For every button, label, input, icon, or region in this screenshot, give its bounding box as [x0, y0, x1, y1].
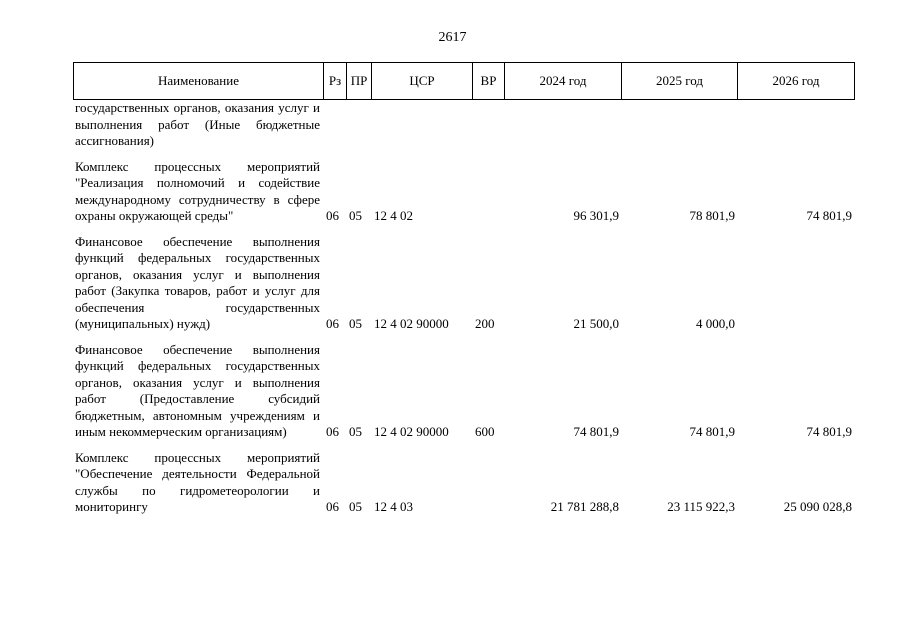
table-row [73, 100, 854, 150]
table-row [73, 225, 854, 333]
row-2024: 21 781 288,8 [550, 499, 619, 514]
row-2024: 96 301,9 [573, 208, 619, 223]
page-number: 2617 [438, 30, 467, 45]
row-2026 [737, 225, 854, 333]
table-row [73, 150, 854, 225]
row-pr: 05 [349, 316, 362, 331]
column-header-vr: ВР [473, 63, 505, 100]
column-header-2025: 2025 год [622, 63, 738, 100]
column-header-rz: Рз [324, 63, 347, 100]
row-2026: 25 090 028,8 [783, 499, 852, 514]
column-header-2026: 2026 год [738, 63, 855, 100]
row-pr: 05 [349, 499, 362, 514]
table-row [73, 441, 854, 516]
column-header-name: Наименование [74, 63, 324, 100]
row-rz: 06 [326, 316, 339, 331]
row-vr [472, 100, 504, 150]
budget-table-body [73, 100, 854, 516]
row-2024 [504, 100, 621, 150]
row-csr: 12 4 03 [374, 499, 413, 514]
row-rz [323, 100, 346, 150]
row-pr: 05 [349, 208, 362, 223]
row-2025: 74 801,9 [689, 424, 735, 439]
row-rz: 06 [326, 499, 339, 514]
table-row [73, 333, 854, 441]
row-name: Финансовое обеспечение выполнения функций федеральных государственных органов, оказания услуг и выполнения работ (Закупка товаров, работ и услуг для обеспечения государственных (муниципальных) нужд) [75, 233, 320, 331]
row-2025: 4 000,0 [696, 316, 735, 331]
row-name: Финансовое обеспечение выполнения функций федеральных государственных органов, оказания услуг и выполнения работ (Предоставление субсидий бюджетным, автономным учреждениям и иным некоммерческим организациям) [75, 341, 320, 439]
row-vr [472, 150, 504, 225]
row-pr: 05 [349, 424, 362, 439]
column-header-csr: ЦСР [372, 63, 473, 100]
row-csr: 12 4 02 90000 [374, 424, 449, 439]
row-csr: 12 4 02 [374, 208, 413, 223]
row-rz: 06 [326, 424, 339, 439]
row-2024: 21 500,0 [573, 316, 619, 331]
row-2024: 74 801,9 [573, 424, 619, 439]
row-2026: 74 801,9 [806, 424, 852, 439]
row-2026 [737, 100, 854, 150]
table-header [73, 62, 855, 100]
row-2026: 74 801,9 [806, 208, 852, 223]
row-2025: 78 801,9 [689, 208, 735, 223]
row-2025: 23 115 922,3 [667, 499, 735, 514]
row-vr [472, 441, 504, 516]
row-name: Комплекс процессных мероприятий "Обеспечение деятельности Федеральной службы по гидрометеорологии и мониторингу [75, 449, 320, 514]
row-name: Комплекс процессных мероприятий "Реализация полномочий и содействие международному сотрудничеству в сфере охраны окружающей среды" [75, 158, 320, 223]
row-rz: 06 [326, 208, 339, 223]
row-name: государственных органов, оказания услуг и выполнения работ (Иные бюджетные ассигнования) [75, 100, 320, 148]
column-header-pr: ПР [347, 63, 372, 100]
row-vr: 200 [475, 316, 495, 331]
row-csr [371, 100, 472, 150]
column-header-2024: 2024 год [505, 63, 622, 100]
row-2025 [621, 100, 737, 150]
row-csr: 12 4 02 90000 [374, 316, 449, 331]
row-vr: 600 [475, 424, 495, 439]
row-pr [346, 100, 371, 150]
